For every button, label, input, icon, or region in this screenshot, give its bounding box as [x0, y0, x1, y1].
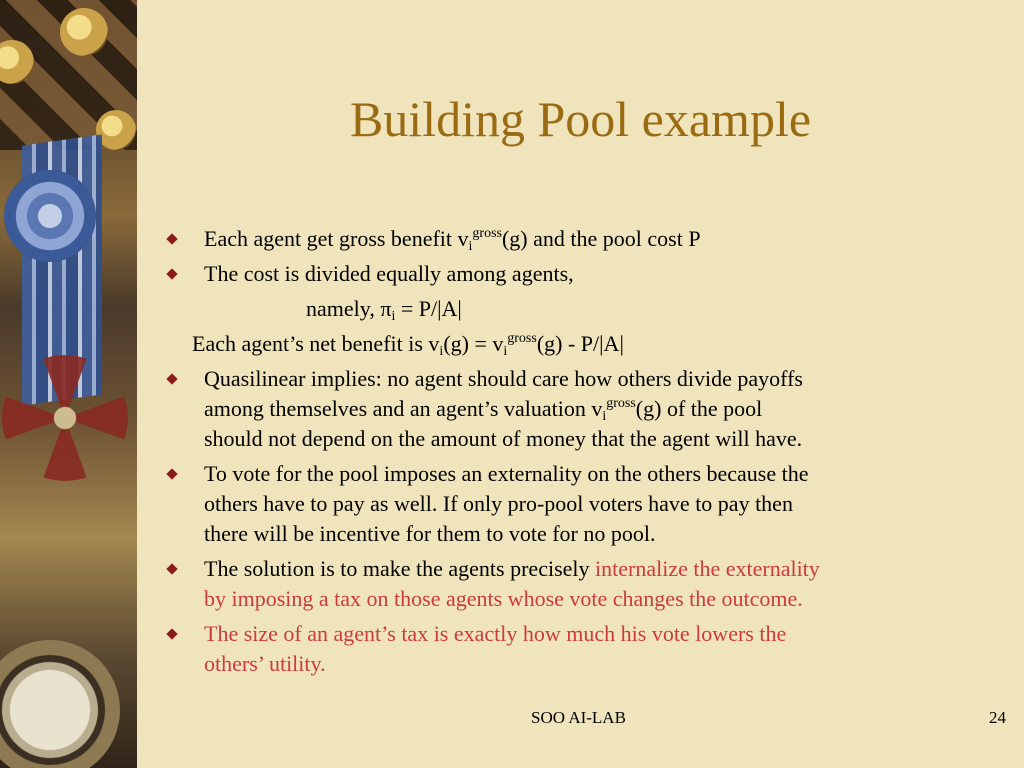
bullet-list — [160, 224, 1010, 684]
list-item: Quasilinear implies: no agent should care how others divide payoffs among themselves and an agent’s valuation $v_i^{gross}(g)$ of the pool should not depend on the amount of money that the agent will have. — [160, 364, 1010, 454]
list-item: The solution is to make the agents precisely internalize the externality by imposing a tax on those agents whose vote changes the outcome. — [160, 554, 1010, 614]
list-item: The cost is divided equally among agents, — [160, 259, 1010, 289]
slide-number: 24 — [989, 708, 1006, 727]
list-item: To vote for the pool imposes an externality on the others because the others have to pay as well. If only pro-pool voters have to pay then there will be incentive for them to vote for no pool. — [160, 459, 1010, 549]
decorative-side-image — [0, 0, 137, 768]
diamond-bullet-icon — [166, 233, 177, 244]
footer-lab-name: SOO AI-LAB — [531, 708, 626, 727]
compass-decoration — [0, 640, 120, 768]
diamond-bullet-icon — [166, 628, 177, 639]
list-item-continuation: namely, $\pi_i = P/|A|$ — [306, 296, 462, 324]
diamond-bullet-icon — [166, 468, 177, 479]
diamond-bullet-icon — [166, 268, 177, 279]
coin-decoration — [60, 8, 108, 56]
diamond-bullet-icon — [166, 373, 177, 384]
list-item-continuation: Each agent’s net benefit is $v_i(g) = v_i^{gross}(g) - P/|A|$ — [192, 331, 624, 359]
rosette-decoration — [4, 170, 96, 262]
list-item: Each agent get gross benefit $v_i^{gross}(g)$ and the pool cost P — [160, 224, 1010, 254]
coin-decoration — [96, 110, 136, 150]
diamond-bullet-icon — [166, 563, 177, 574]
medal-cross-decoration — [2, 355, 128, 481]
slide-title: Building Pool example — [349, 91, 812, 147]
list-item: The size of an agent’s tax is exactly how much his vote lowers the others’ utility. — [160, 619, 1010, 679]
